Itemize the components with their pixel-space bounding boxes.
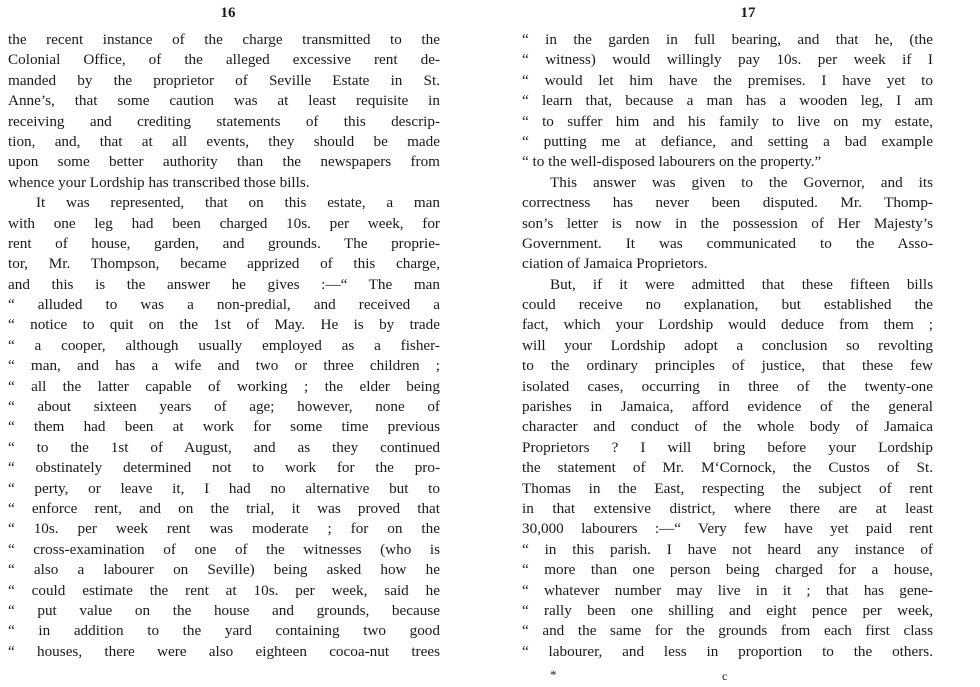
text-line: “ put value on the house and grounds, because: [8, 601, 440, 619]
text-line: ciation of Jamaica Proprietors.: [522, 255, 708, 273]
text-line: “ could estimate the rent at 10s. per week, said he: [8, 581, 440, 599]
text-line: This answer was given to the Governor, and its: [550, 173, 933, 191]
text-line: “ would let him have the premises. I have yet to: [522, 71, 933, 89]
footer-asterisk: *: [550, 667, 557, 682]
right-page: [460, 0, 980, 687]
text-line: “ to the 1st of August, and as they continued: [8, 438, 440, 456]
text-line: “ them had been at work for some time previous: [8, 418, 440, 436]
text-line: with one leg had been charged 10s. per week, for: [8, 214, 440, 232]
text-line: “ rally been one shilling and eight pence per week,: [522, 601, 933, 619]
text-line: “ cross-examination of one of the witnesses (who is: [8, 540, 440, 558]
text-line: “ notice to quit on the 1st of May. He is by trade: [8, 316, 440, 334]
text-line: “ 10s. per week rent was moderate ; for on the: [8, 520, 440, 538]
text-line: whence your Lordship has transcribed those bills.: [8, 173, 310, 191]
text-line: character and conduct of the whole body of Jamaica: [522, 418, 933, 436]
text-line: son’s letter is now in the possession of Her Majesty’s: [522, 214, 933, 232]
text-line: “ obstinately determined not to work for the pro-: [8, 459, 440, 477]
text-line: and this is the answer he gives :—“ The man: [8, 275, 440, 293]
text-line: “ in addition to the yard containing two good: [8, 622, 440, 640]
text-line: to the ordinary principles of justice, that these few: [522, 357, 933, 375]
text-line: “ putting me at defiance, and setting a bad example: [522, 132, 933, 150]
text-line: could receive no explanation, but established the: [522, 296, 933, 314]
text-line: in that extensive district, where there are at least: [522, 499, 933, 517]
text-line: “ enforce rent, and on the trial, it was proved that: [8, 499, 440, 517]
text-line: Proprietors ? I will bring before your Lordship: [522, 438, 933, 456]
page-number-left: 16: [220, 5, 236, 21]
text-line: correctness has never been disputed. Mr. Thomp-: [522, 194, 933, 212]
right-page-text: [522, 30, 974, 662]
text-line: receiving and crediting statements of this descrip-: [8, 112, 440, 130]
text-line: upon some better authority than the newspapers from: [8, 153, 440, 171]
left-page: [0, 0, 460, 687]
text-line: the recent instance of the charge transmitted to the: [8, 31, 440, 48]
text-line: “ whatever number may live in it ; that has gene-: [522, 581, 933, 599]
left-page-text: [8, 30, 460, 662]
text-line: Colonial Office, of the alleged excessive rent de-: [8, 51, 440, 69]
text-line: rent of house, garden, and grounds. The proprie-: [8, 234, 440, 252]
text-line: “ witness) would willingly pay 10s. per week if I: [522, 51, 933, 69]
text-line: “ and the same for the grounds from each first class: [522, 622, 933, 640]
text-line: It was represented, that on this estate, a man: [36, 194, 440, 212]
text-line: “ man, and has a wife and two or three children ;: [8, 357, 440, 375]
text-line: “ all the latter capable of working ; the elder being: [8, 377, 440, 395]
text-line: “ learn that, because a man has a wooden leg, I am: [522, 92, 933, 110]
text-line: “ in this parish. I have not heard any instance of: [522, 540, 933, 558]
text-line: isolated cases, occurring in three of the twenty-one: [522, 377, 933, 395]
text-line: “ a cooper, although usually employed as a fisher-: [8, 336, 440, 354]
text-line: 30,000 labourers :—“ Very few have yet paid rent: [522, 520, 933, 538]
text-line: “ in the garden in full bearing, and that he, (the: [522, 31, 933, 48]
text-line: manded by the proprietor of Seville Estate in St.: [8, 71, 440, 89]
text-line: will your Lordship adopt a conclusion so revolting: [522, 336, 933, 354]
text-line: parishes in Jamaica, afford evidence of the general: [522, 398, 933, 416]
page-number-right: 17: [740, 5, 756, 21]
text-line: fact, which your Lordship would deduce from them ;: [522, 316, 933, 334]
text-line: “ houses, there were also eighteen cocoa-nut trees: [8, 642, 440, 660]
text-line: the statement of Mr. M‘Cornock, the Custos of St.: [522, 459, 933, 477]
text-line: Government. It was communicated to the Asso-: [522, 234, 933, 252]
text-line: tor, Mr. Thompson, became apprized of this charge,: [8, 255, 440, 273]
text-line: “ about sixteen years of age; however, none of: [8, 398, 440, 416]
text-line: Thomas in the East, respecting the subject of rent: [522, 479, 933, 497]
text-line: “ perty, or leave it, I had no alternative but to: [8, 479, 440, 497]
text-line: “ alluded to was a non-predial, and received a: [8, 296, 440, 314]
text-line: tion, and, that at all events, they should be made: [8, 132, 440, 150]
text-line: “ labourer, and less in proportion to the others.: [522, 642, 933, 660]
text-line: But, if it were admitted that these fifteen bills: [550, 275, 933, 293]
text-line: “ to the well-disposed labourers on the property.”: [522, 153, 822, 171]
text-line: “ to suffer him and his family to live on my estate,: [522, 112, 933, 130]
text-line: Anne’s, that some caution was at least requisite in: [8, 92, 440, 110]
signature-mark: c: [722, 669, 728, 683]
text-line: “ also a labourer on Seville) being asked how he: [8, 561, 440, 579]
text-line: “ more than one person being charged for a house,: [522, 561, 933, 579]
